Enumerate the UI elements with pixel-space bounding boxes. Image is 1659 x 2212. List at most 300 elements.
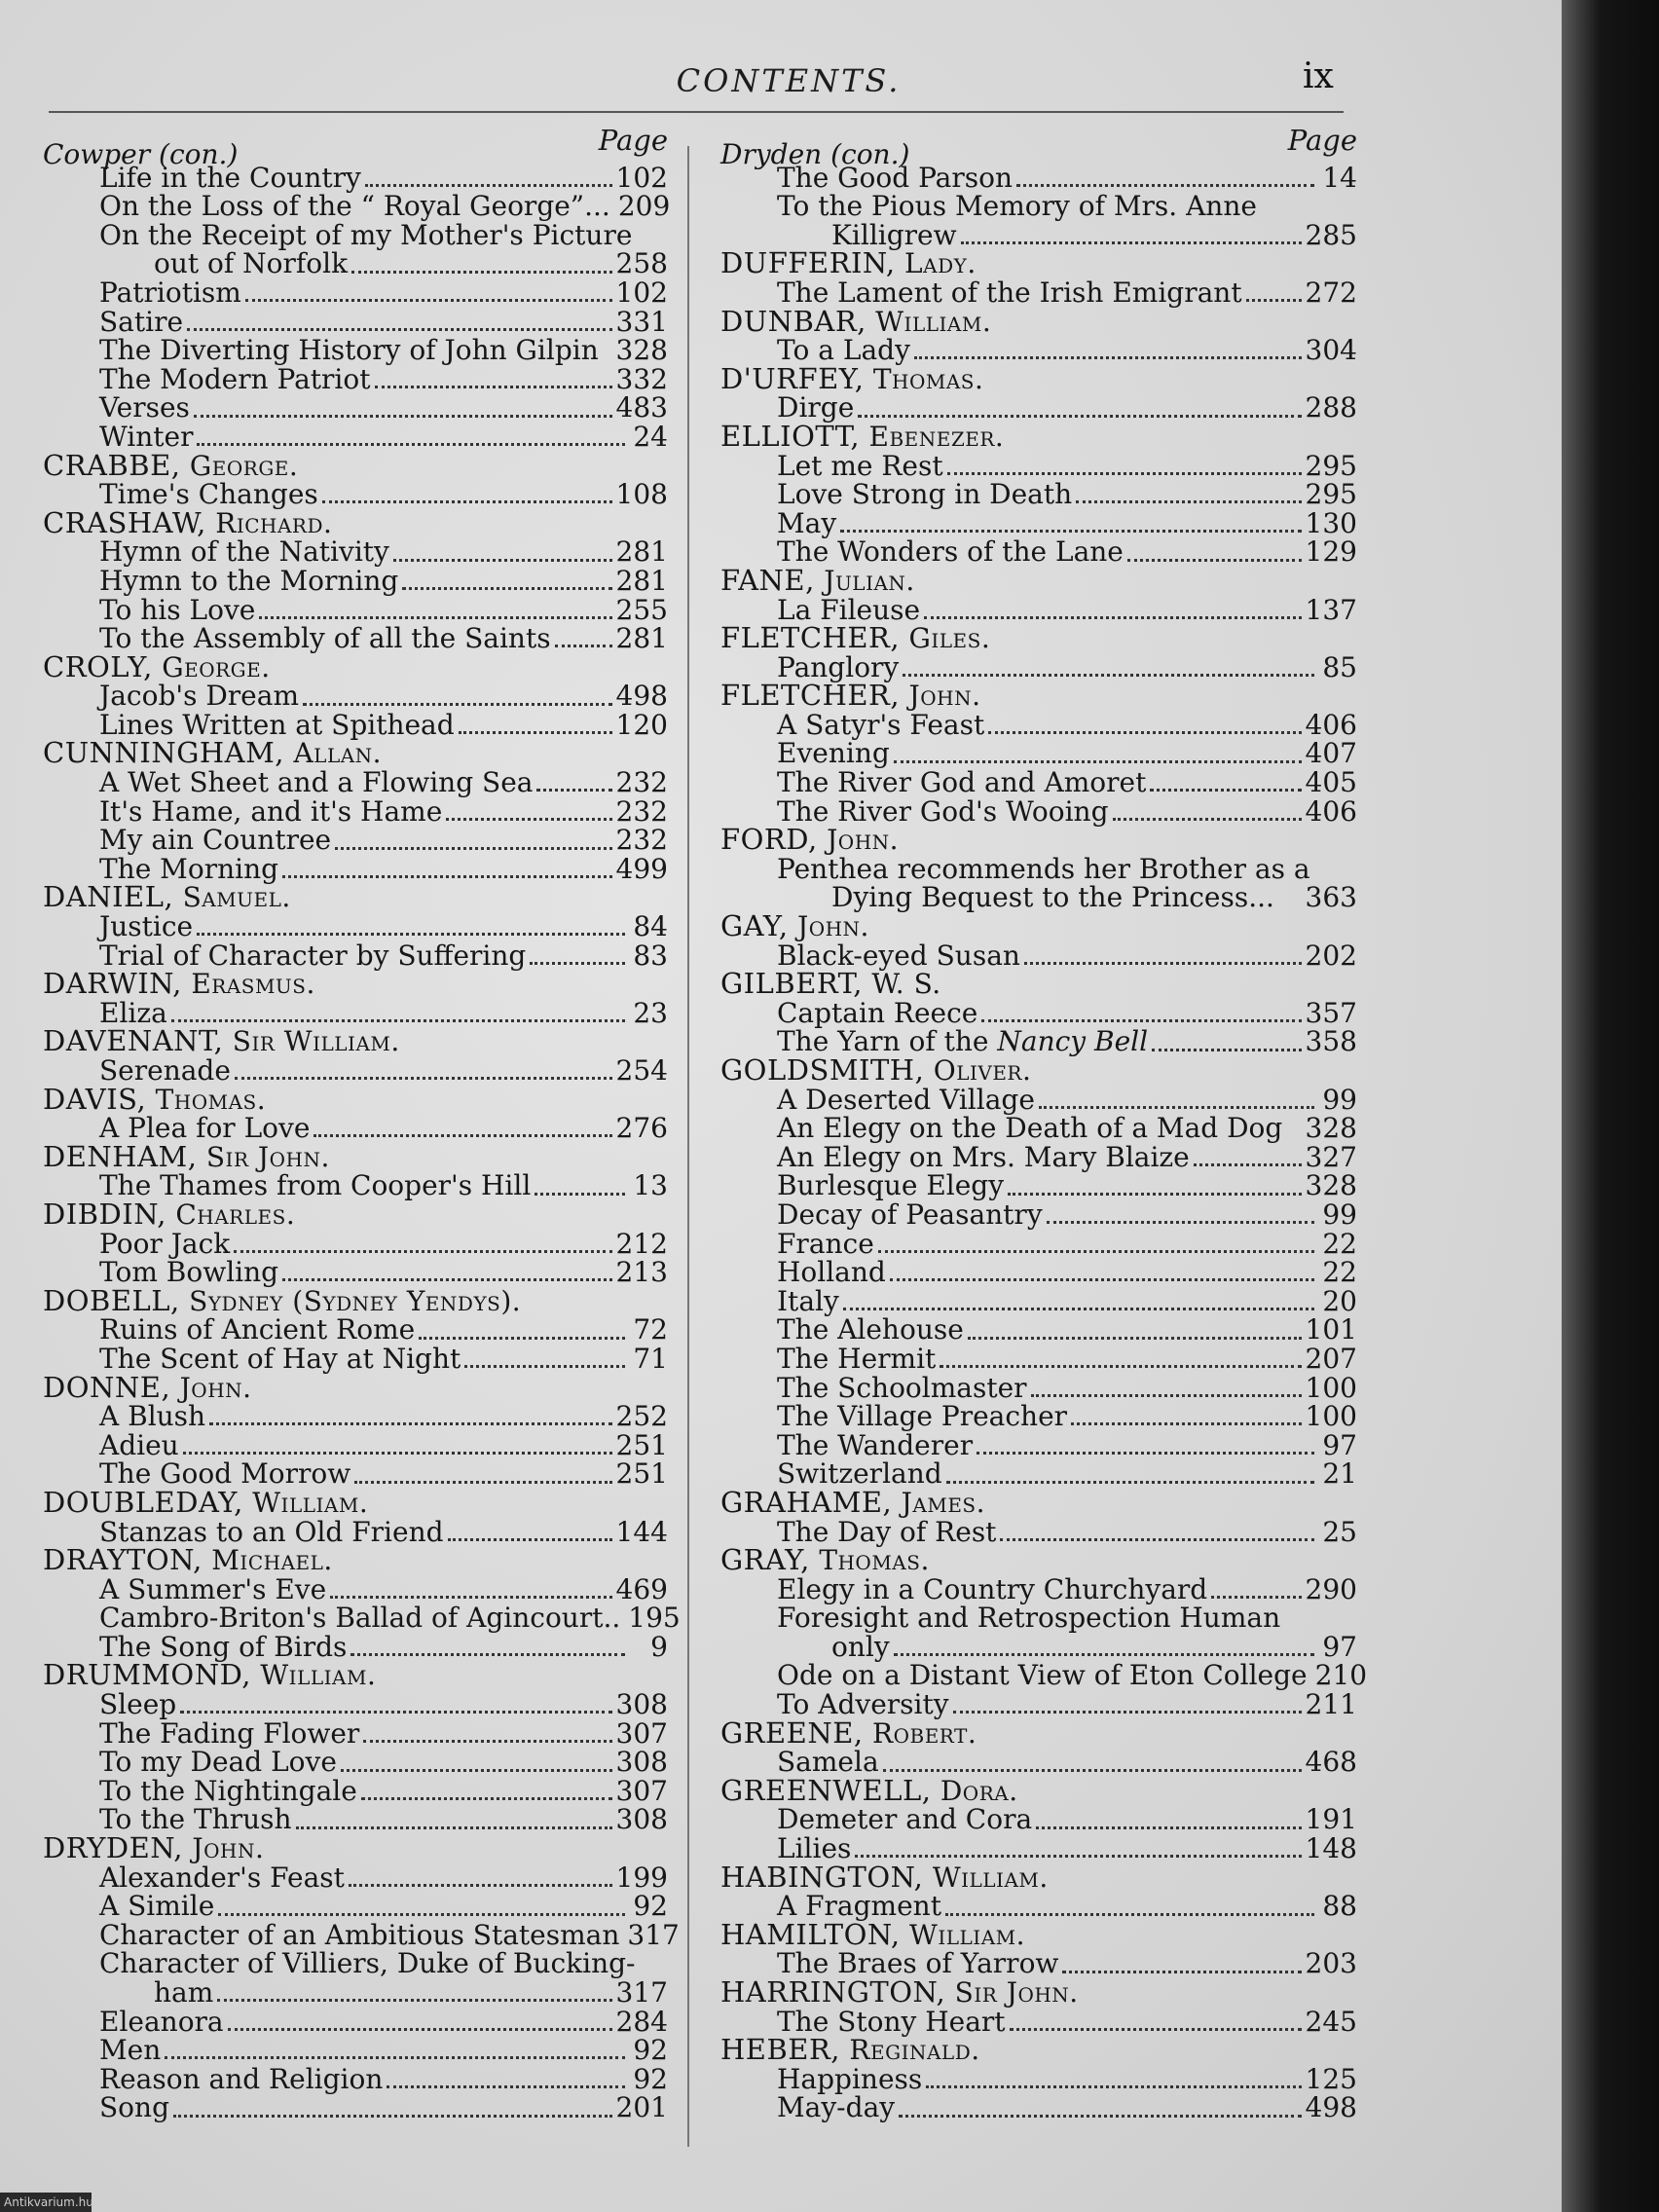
dot-leader	[1039, 1106, 1314, 1109]
page-ref: 209	[617, 190, 671, 223]
poem-entry	[43, 1258, 668, 1287]
poem-entry	[720, 1284, 1357, 1317]
author-heading	[720, 1773, 1357, 1807]
poem-title: ham	[154, 1976, 214, 2009]
poem-title: The Song of Birds	[99, 1630, 348, 1663]
author-given-name: Ebenezer.	[868, 420, 1005, 453]
poem-entry	[43, 393, 668, 423]
page-ref: 405	[1305, 766, 1357, 799]
poem-entry	[720, 1572, 1357, 1605]
author-surname: HAMILTON,	[720, 1917, 901, 1951]
page-ref: 276	[615, 1112, 668, 1145]
poem-entry	[43, 1572, 668, 1605]
poem-title: The Fading Flower	[99, 1716, 360, 1750]
page-ref: 406	[1305, 708, 1357, 741]
continued-author: Cowper (con.)	[43, 138, 239, 170]
page-ref: 331	[615, 305, 668, 338]
author-heading	[720, 621, 1357, 655]
dot-leader	[419, 1337, 625, 1340]
page-ref: 23	[633, 996, 668, 1029]
poem-entry-continuation	[720, 1630, 1357, 1663]
author-given-name: William.	[932, 1861, 1049, 1894]
poem-entry	[720, 739, 1357, 768]
poem-title: A Simile	[99, 1890, 215, 1923]
author-surname: DARWIN,	[43, 967, 182, 1001]
page-ref: 281	[615, 622, 668, 655]
page-ref: 120	[615, 708, 668, 741]
page-ref: 290	[1305, 1572, 1357, 1605]
author-heading	[720, 304, 1357, 338]
poem-title: Samela	[777, 1746, 879, 1779]
author-heading	[43, 736, 668, 770]
poem-title: The Diverting History of John Gilpin	[99, 334, 599, 367]
poem-title: To the Nightingale	[99, 1774, 357, 1807]
dot-leader	[1150, 789, 1301, 792]
author-heading	[720, 361, 1357, 395]
author-heading	[720, 967, 1357, 1001]
poem-entry	[43, 593, 668, 626]
poem-entry	[43, 794, 668, 828]
author-given-name: John.	[192, 1832, 265, 1865]
page-ref: 254	[615, 1054, 668, 1087]
poem-entry	[720, 1402, 1357, 1431]
dot-leader	[349, 1884, 612, 1887]
poem-title: Eliza	[99, 996, 167, 1029]
dot-leader	[926, 2085, 1301, 2088]
poem-title: Lines Written at Spithead	[99, 708, 455, 741]
poem-title: Verses	[99, 391, 190, 424]
page-number: ix	[1303, 56, 1334, 96]
author-heading	[720, 1485, 1357, 1519]
dot-leader	[843, 1308, 1314, 1310]
author-given-name: Allan.	[293, 737, 383, 770]
poem-title: The Alehouse	[777, 1313, 964, 1346]
page-ref: 308	[615, 1746, 668, 1779]
dot-leader	[197, 443, 625, 446]
poem-entry-continuation	[720, 218, 1357, 251]
page-ref: 22	[1322, 1227, 1357, 1260]
dot-leader	[1024, 962, 1302, 965]
poem-entry	[720, 1604, 1357, 1633]
poem-entry	[720, 1459, 1357, 1489]
poem-entry	[720, 1342, 1357, 1375]
page-ref: 469	[615, 1572, 668, 1605]
author-heading	[43, 1370, 668, 1404]
contents-list	[43, 161, 681, 2124]
dot-leader	[883, 1769, 1302, 1772]
dot-leader	[535, 1193, 625, 1196]
poem-title: The Stony Heart	[777, 2005, 1006, 2038]
poem-title: Jacob's Dream	[99, 680, 299, 713]
dot-leader	[947, 472, 1302, 475]
page-ref: 307	[615, 1716, 668, 1750]
author-given-name: Robert.	[872, 1716, 977, 1750]
dot-leader	[1246, 299, 1302, 302]
poem-title: Hymn of the Nativity	[99, 535, 389, 569]
poem-entry	[720, 2005, 1357, 2038]
contents-column-left	[43, 124, 681, 2124]
author-heading	[720, 823, 1357, 857]
author-surname: DRUMMOND,	[43, 1658, 251, 1692]
page-ref: 317	[627, 1918, 680, 1951]
running-head: CONTENTS.	[676, 62, 902, 99]
page-ref: 212	[615, 1227, 668, 1260]
page-ref: 83	[633, 939, 668, 972]
dot-leader	[259, 616, 611, 619]
dot-leader	[173, 2115, 612, 2118]
poem-title: Winter	[99, 420, 194, 453]
poem-title: The Braes of Yarrow	[777, 1947, 1059, 1980]
author-surname: DOUBLEDAY,	[43, 1485, 243, 1519]
poem-title: Character of an Ambitious Statesman	[99, 1918, 620, 1951]
page-ref: 304	[1305, 334, 1357, 367]
author-heading	[720, 246, 1357, 280]
author-given-name: John.	[908, 680, 981, 713]
poem-entry	[720, 393, 1357, 423]
poem-title: Killigrew	[831, 218, 957, 251]
poem-title: Burlesque Elegy	[777, 1169, 1005, 1202]
dot-leader	[1047, 1221, 1314, 1224]
page-ref: 84	[633, 910, 668, 943]
poem-entry	[720, 506, 1357, 539]
dot-leader	[1152, 1049, 1301, 1051]
page-ref: 232	[615, 824, 668, 857]
author-surname: FORD,	[720, 823, 818, 857]
dot-leader	[1010, 2028, 1302, 2031]
dot-leader	[459, 731, 612, 734]
poem-entry	[720, 537, 1357, 567]
author-surname: HEBER,	[720, 2033, 840, 2067]
author-given-name: John.	[179, 1371, 252, 1404]
poem-title: Holland	[777, 1256, 886, 1289]
poem-title: To his Love	[99, 593, 256, 626]
author-heading	[43, 1024, 668, 1058]
poem-title: On the Loss of the “ Royal George”...	[99, 190, 610, 223]
poem-title: To the Pious Memory of Mrs. Anne	[777, 190, 1257, 223]
dot-leader	[988, 731, 1301, 734]
author-given-name: William.	[252, 1486, 369, 1519]
dot-leader	[1113, 818, 1302, 821]
poem-entry	[43, 1402, 668, 1431]
poem-title: Alexander's Feast	[99, 1861, 345, 1894]
poem-title: Ode on a Distant View of Eton College	[777, 1659, 1308, 1692]
page-ref: 251	[615, 1428, 668, 1461]
page-ref: 203	[1305, 1947, 1357, 1980]
poem-title: The Modern Patriot	[99, 362, 371, 395]
page-ref: 108	[615, 478, 668, 511]
poem-entry	[43, 362, 668, 395]
dot-leader	[330, 1596, 611, 1599]
poem-entry	[720, 2062, 1357, 2095]
dot-leader	[1071, 1422, 1302, 1425]
dot-leader	[981, 1019, 1301, 1022]
page-ref: 357	[1305, 996, 1357, 1029]
author-surname: ELLIOTT,	[720, 419, 861, 453]
poem-title: The Village Preacher	[777, 1400, 1068, 1433]
page-ref: 20	[1322, 1284, 1357, 1317]
poem-entry	[720, 449, 1357, 482]
author-surname: HARRINGTON,	[720, 1975, 946, 2009]
author-heading	[43, 448, 668, 482]
dot-leader	[536, 789, 611, 792]
poem-title: Lilies	[777, 1832, 852, 1865]
poem-entry	[43, 708, 668, 741]
page-ref: 99	[1322, 1198, 1357, 1231]
page-ref: 285	[1305, 218, 1357, 251]
dot-leader	[197, 933, 625, 936]
poem-title: To the Thrush	[99, 1803, 292, 1836]
poem-title: May-day	[777, 2091, 896, 2124]
poem-entry	[720, 1140, 1357, 1173]
poem-title: Demeter and Cora	[777, 1803, 1033, 1836]
poem-entry	[720, 1690, 1357, 1719]
poem-entry	[720, 1428, 1357, 1461]
poem-entry	[43, 852, 668, 885]
poem-entry	[43, 1342, 668, 1375]
poem-entry	[43, 305, 668, 338]
author-surname: CRASHAW,	[43, 505, 206, 539]
page-ref: 92	[633, 2034, 668, 2067]
poem-title: Let me Rest	[777, 449, 943, 482]
dot-leader	[530, 962, 625, 965]
author-heading	[720, 2033, 1357, 2067]
dot-leader	[1016, 184, 1314, 187]
poem-title: Dirge	[777, 391, 855, 424]
page-ref: 499	[615, 852, 668, 885]
poem-entry	[43, 1459, 668, 1489]
page-ref: 13	[633, 1169, 668, 1202]
poem-title: Hymn to the Morning	[99, 564, 399, 597]
poem-entry	[43, 564, 668, 597]
page-ref: 272	[1305, 276, 1357, 309]
page-ref: 100	[1305, 1371, 1357, 1404]
page-ref: 213	[615, 1256, 668, 1289]
dot-leader	[1062, 1971, 1301, 1973]
poem-title: It's Hame, and it's Hame	[99, 794, 443, 828]
poem-entry	[43, 1774, 668, 1807]
page-label: Page	[598, 124, 668, 157]
author-heading	[43, 880, 668, 914]
dot-leader	[1076, 500, 1301, 503]
poem-title: Reason and Religion	[99, 2062, 384, 2095]
author-given-name: Julian.	[824, 564, 915, 597]
dot-leader	[296, 1826, 612, 1829]
author-given-name: William.	[875, 305, 992, 338]
author-surname: DANIEL,	[43, 880, 174, 914]
author-given-name: Samuel.	[182, 881, 291, 914]
dot-leader	[365, 184, 612, 187]
page-ref: 358	[1305, 1025, 1357, 1058]
contents-list	[720, 161, 1368, 2124]
poem-title: A Wet Sheet and a Flowing Sea	[99, 766, 534, 799]
page-ref: 71	[633, 1342, 668, 1375]
column-divider	[687, 146, 689, 2147]
author-surname: DRAYTON,	[43, 1543, 203, 1577]
author-heading	[720, 679, 1357, 713]
dot-leader	[448, 1538, 612, 1541]
author-heading	[720, 1715, 1357, 1750]
poem-entry	[43, 1690, 668, 1719]
page-ref: 468	[1305, 1746, 1357, 1779]
poem-title: Evening	[777, 737, 890, 770]
page-ref: 102	[615, 161, 668, 194]
poem-entry	[720, 1659, 1368, 1692]
poem-title: Decay of Peasantry	[777, 1198, 1043, 1231]
page-ref: 207	[1305, 1342, 1357, 1375]
poem-entry	[43, 912, 668, 941]
dot-leader	[1008, 1193, 1302, 1196]
poem-entry	[720, 1200, 1357, 1230]
author-given-name: Sydney (Sydney Yendys).	[189, 1284, 522, 1317]
poem-entry	[720, 1258, 1357, 1287]
author-heading	[720, 419, 1357, 453]
poem-entry	[720, 941, 1357, 971]
poem-entry	[43, 1892, 668, 1921]
poem-title: Ruins of Ancient Rome	[99, 1313, 416, 1346]
dot-leader	[555, 645, 612, 647]
poem-title: A Fragment	[777, 1890, 941, 1923]
dot-leader	[335, 847, 611, 850]
page-ref: 308	[615, 1688, 668, 1721]
header-rule	[49, 111, 1344, 113]
author-surname: FANE,	[720, 563, 815, 597]
poem-entry	[43, 1315, 668, 1345]
poem-entry	[43, 1515, 668, 1548]
dot-leader	[180, 1711, 611, 1714]
book-spine-shadow	[1562, 0, 1659, 2212]
poem-entry	[720, 1227, 1357, 1260]
poem-title: The Morning	[99, 852, 279, 885]
author-heading	[720, 1917, 1357, 1951]
author-heading	[43, 1658, 668, 1692]
author-surname: DOBELL,	[43, 1283, 180, 1317]
poem-entry	[720, 1171, 1357, 1200]
page-ref: 251	[615, 1457, 668, 1491]
dot-leader	[940, 1365, 1301, 1368]
dot-leader	[945, 1913, 1314, 1916]
author-heading	[43, 1082, 668, 1116]
page-ref: 102	[615, 276, 668, 309]
column-header	[720, 124, 1357, 170]
poem-entry	[43, 336, 668, 365]
dot-leader	[354, 1481, 611, 1484]
author-given-name: Thomas.	[872, 362, 984, 395]
author-surname: HABINGTON,	[720, 1860, 924, 1894]
poem-entry	[43, 1056, 668, 1086]
author-heading	[43, 505, 668, 539]
poem-title: My ain Countree	[99, 824, 332, 857]
poem-entry	[43, 1805, 668, 1834]
poem-title: La Fileuse	[777, 593, 921, 626]
page-ref: 202	[1305, 939, 1357, 972]
page-ref: 130	[1305, 506, 1357, 539]
author-given-name: Richard.	[215, 506, 333, 539]
dot-leader	[855, 1855, 1301, 1858]
author-given-name: Thomas.	[155, 1083, 267, 1116]
poem-entry	[720, 1892, 1357, 1921]
poem-title: Satire	[99, 305, 184, 338]
poem-entry-continuation	[43, 1978, 668, 2008]
page-ref: 327	[1305, 1140, 1357, 1173]
page-ref: 14	[1322, 161, 1357, 194]
poem-title: Sleep	[99, 1688, 177, 1721]
author-given-name: Charles.	[175, 1198, 296, 1231]
dot-leader	[890, 1278, 1314, 1281]
dot-leader	[968, 1337, 1302, 1340]
page-ref: 210	[1314, 1659, 1368, 1692]
page-ref: 137	[1305, 593, 1357, 626]
page-ref: 284	[615, 2005, 668, 2038]
author-given-name: Dora.	[940, 1774, 1018, 1807]
poem-entry	[43, 1114, 668, 1143]
poem-title: out of Norfolk	[154, 247, 349, 280]
dot-leader	[894, 1653, 1314, 1656]
poem-entry	[720, 1805, 1357, 1834]
dot-leader	[234, 1250, 611, 1253]
dot-leader	[1000, 1538, 1314, 1541]
poem-title: Dying Bequest to the Princess...	[831, 881, 1274, 914]
poem-entry	[720, 1083, 1357, 1116]
poem-entry	[43, 480, 668, 509]
author-surname: GREENE,	[720, 1715, 864, 1750]
poem-title: An Elegy on the Death of a Mad Dog	[777, 1112, 1283, 1145]
poem-title: Panglory	[777, 650, 900, 683]
poem-title: A Deserted Village	[777, 1083, 1035, 1116]
dot-leader	[217, 1999, 611, 2002]
poem-entry	[720, 480, 1357, 509]
author-given-name: Thomas.	[819, 1544, 930, 1577]
poem-entry	[720, 2093, 1357, 2122]
poem-entry	[43, 2036, 668, 2065]
poem-title: To my Dead Love	[99, 1746, 337, 1779]
author-surname: GILBERT,	[720, 967, 863, 1001]
poem-title: Men	[99, 2034, 162, 2067]
author-surname: DONNE,	[43, 1370, 171, 1404]
poem-title: Cambro-Briton's Ballad of Agincourt..	[99, 1602, 621, 1635]
poem-entry	[43, 1428, 668, 1461]
author-surname: DRYDEN,	[43, 1831, 183, 1865]
page-ref: 232	[615, 794, 668, 828]
dot-leader	[878, 1250, 1314, 1253]
dot-leader	[387, 2085, 625, 2088]
author-given-name: George.	[189, 449, 299, 482]
poem-title: Tom Bowling	[99, 1256, 279, 1289]
author-surname: GOLDSMITH,	[720, 1053, 925, 1087]
poem-entry	[720, 336, 1357, 365]
dot-leader	[1194, 1163, 1302, 1166]
page-ref: 307	[615, 1774, 668, 1807]
poem-entry	[720, 1834, 1357, 1863]
poem-title-italic: Nancy Bell	[997, 1025, 1149, 1058]
poem-entry	[43, 682, 668, 711]
author-heading	[720, 1860, 1357, 1894]
dot-leader	[402, 587, 611, 590]
dot-leader	[209, 1422, 611, 1425]
poem-entry	[43, 2062, 668, 2095]
poem-title: Poor Jack	[99, 1227, 231, 1260]
dot-leader	[228, 2028, 612, 2031]
poem-entry	[720, 794, 1357, 828]
dot-leader	[351, 271, 611, 274]
poem-title: May	[777, 506, 837, 539]
poem-entry	[43, 1602, 681, 1635]
author-given-name: William.	[260, 1659, 377, 1692]
author-heading	[43, 1139, 668, 1173]
poem-title: The Hermit	[777, 1342, 937, 1375]
author-heading	[43, 967, 668, 1001]
dot-leader	[977, 1452, 1314, 1455]
poem-title: A Satyr's Feast	[777, 708, 985, 741]
